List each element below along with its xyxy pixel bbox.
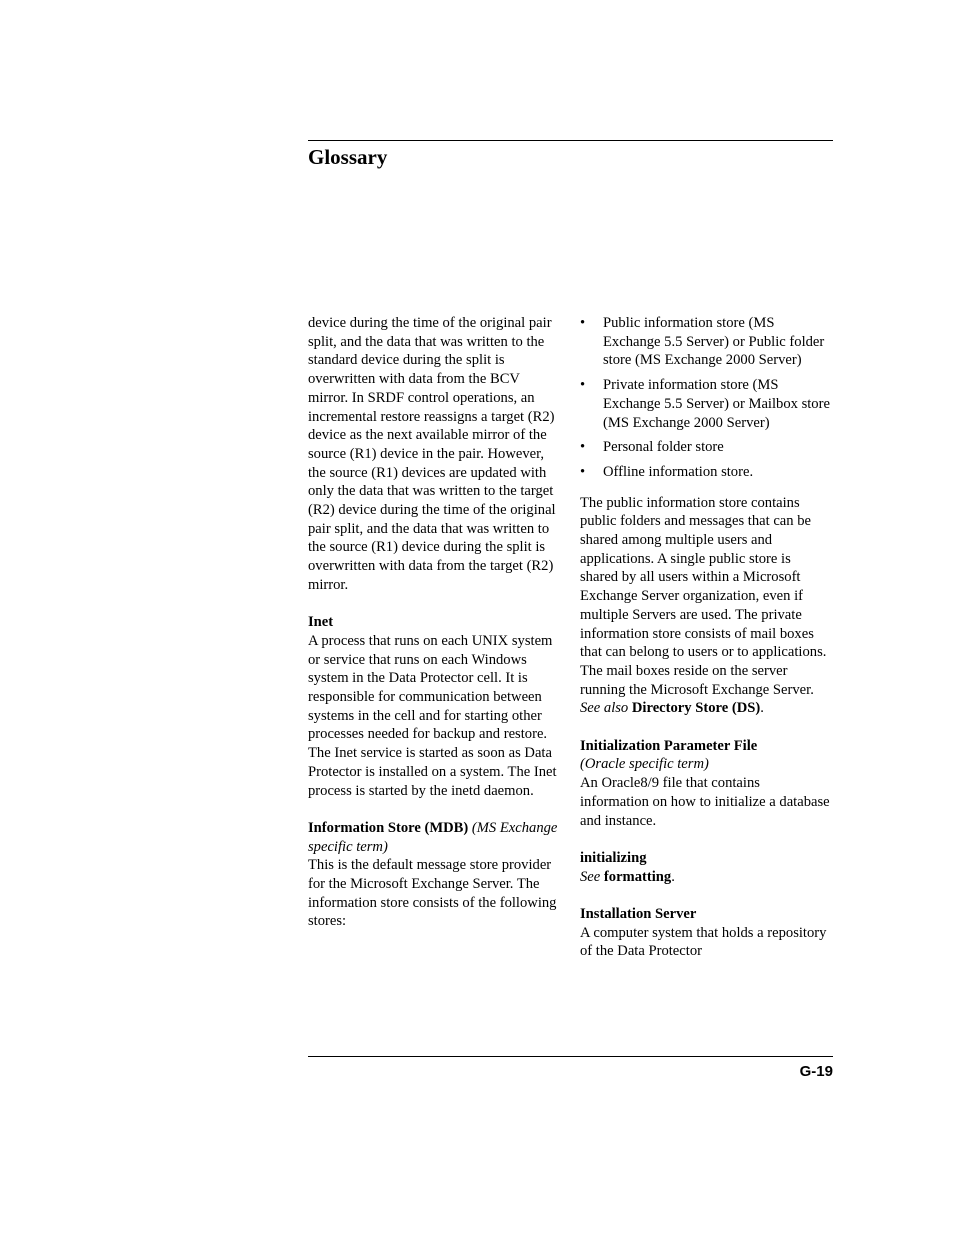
page-title: Glossary xyxy=(308,145,388,169)
see-line xyxy=(580,868,832,887)
list-item-text: Private information store (MS Exchange 5.5 Server) or Mailbox store (MS Exchange 2000 Server) xyxy=(603,377,830,431)
list-item xyxy=(580,438,832,457)
term-heading: Information Store (MDB) xyxy=(308,819,469,836)
see-also-end: . xyxy=(760,700,764,717)
continuation-paragraph: device during the time of the original pair split, and the data that was written to the standard device during the split is overwritten with data from the BCV mirror. In SRDF control operations, an incremental restore reassigns a target (R2) device as the next available mirror of the source (R1) device in the pair. However, the source (R1) devices are updated with only the data that was written to the target (R2) device during the time of the original pair split, and the data that was written to the source (R1) device during the split is overwritten with data from the target (R2) mirror. xyxy=(308,315,556,593)
list-item-text: Public information store (MS Exchange 5.5 Server) or Public folder store (MS Exchange 2000 Server) xyxy=(603,315,825,369)
header-rule xyxy=(308,140,833,141)
see-also-link[interactable]: Directory Store (DS) xyxy=(631,700,761,717)
store-list xyxy=(580,314,832,482)
list-item xyxy=(580,376,832,432)
bullet-icon: • xyxy=(580,463,586,480)
glossary-entry-init-param-file xyxy=(580,737,832,831)
list-item xyxy=(580,463,832,482)
term-heading: Inet xyxy=(308,614,334,631)
left-column xyxy=(308,314,560,931)
term-heading: Installation Server xyxy=(580,906,697,923)
list-item xyxy=(580,314,832,370)
term-qualifier: (Oracle specific term) xyxy=(580,756,709,773)
list-item-text: Personal folder store xyxy=(603,439,724,456)
see-link[interactable]: formatting xyxy=(603,868,672,885)
glossary-entry-installation-server xyxy=(580,905,832,961)
bullet-icon: • xyxy=(580,377,586,394)
see-end: . xyxy=(671,868,675,885)
see-also-label: See also xyxy=(580,700,629,717)
glossary-entry-initializing xyxy=(580,849,832,886)
term-definition: An Oracle8/9 file that contains information on how to initialize a database and instance. xyxy=(580,775,830,829)
term-definition: A process that runs on each UNIX system or service that runs on each Windows system in the Data Protector cell. It is responsible for communication between systems in the cell and for starting other processes needed for backup and restore. The Inet service is started as soon as Data Protector is installed on a system. The Inet process is started by the inetd daemon. xyxy=(308,632,557,799)
public-store-paragraph: The public information store contains public folders and messages that can be shared among multiple users and applications. A single public store is shared by all users within a Microsoft Exchange Server organization, even if multiple Servers are used. The private information store consists of mail boxes that can belong to users or to applications. The mail boxes reside on the server running the Microsoft Exchange Server. xyxy=(580,494,827,698)
term-heading-line xyxy=(308,819,560,856)
glossary-entry-information-store xyxy=(308,819,560,931)
list-item-text: Offline information store. xyxy=(603,463,754,480)
term-heading: initializing xyxy=(580,849,647,866)
term-heading: Initialization Parameter File xyxy=(580,737,758,754)
see-also-line xyxy=(580,699,832,718)
term-definition: This is the default message store provider for the Microsoft Exchange Server. The information store consists of the following stores: xyxy=(308,857,557,930)
footer-rule xyxy=(308,1056,833,1057)
page-number: G-19 xyxy=(799,1063,833,1080)
see-label: See xyxy=(580,868,601,885)
right-column xyxy=(580,314,832,961)
bullet-icon: • xyxy=(580,315,586,331)
glossary-entry-inet xyxy=(308,613,560,800)
term-definition: A computer system that holds a repository of the Data Protector xyxy=(580,924,827,960)
bullet-icon: • xyxy=(580,439,586,456)
term-qualifier: (MS Exchange specific term) xyxy=(308,819,558,855)
